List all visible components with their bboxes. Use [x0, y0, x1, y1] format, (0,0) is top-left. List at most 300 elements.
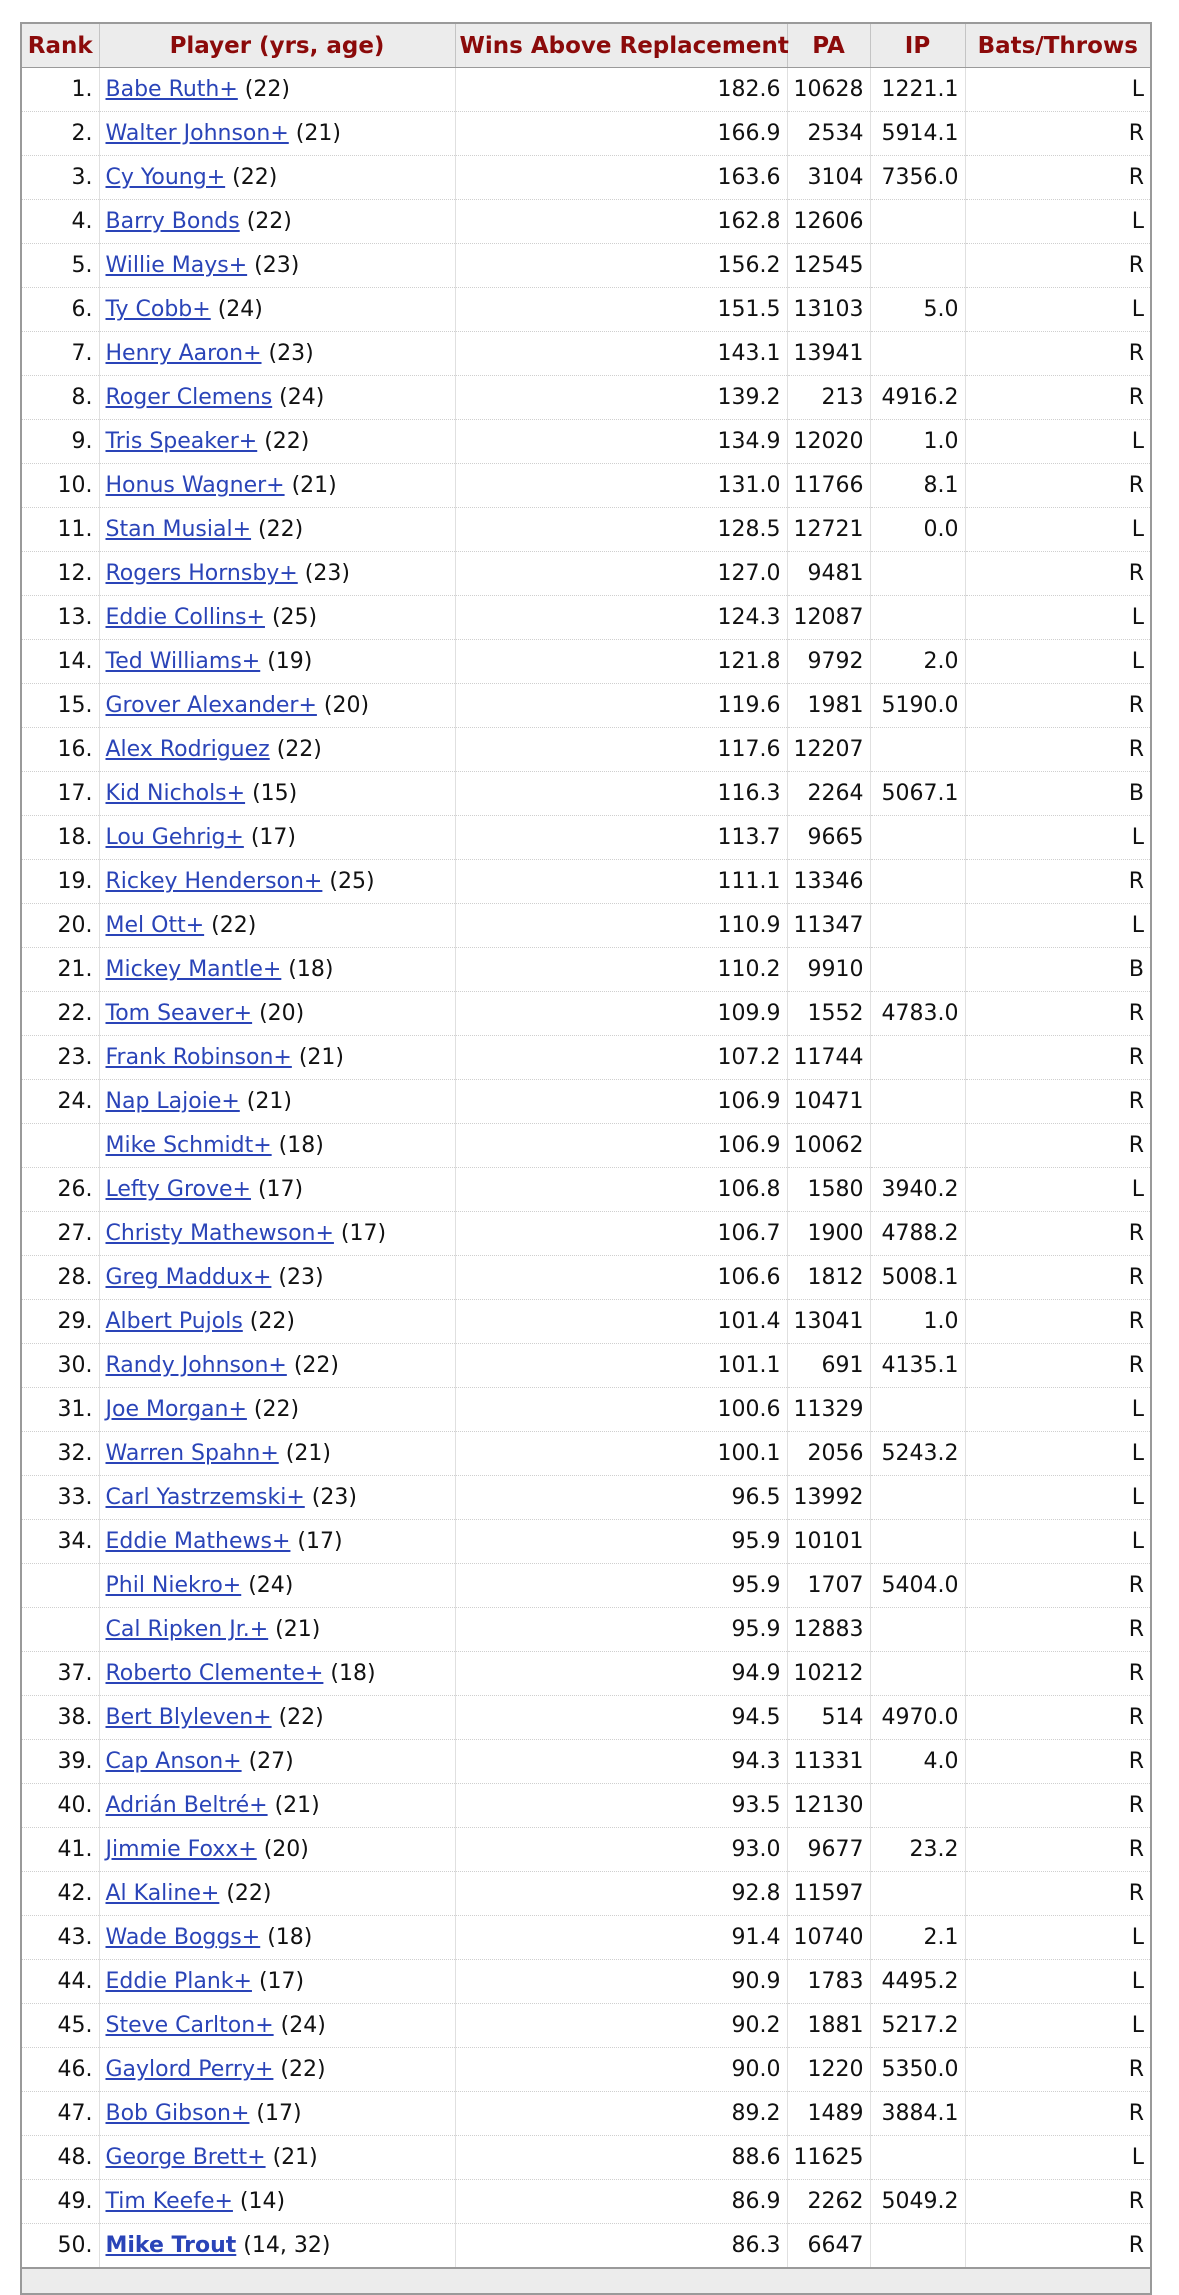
rank-cell: 10. [21, 464, 99, 508]
pa-cell: 1552 [787, 992, 870, 1036]
bats-throws-cell: R [965, 464, 1151, 508]
rank-cell: 9. [21, 420, 99, 464]
player-cell [99, 552, 455, 596]
player-cell [99, 1432, 455, 1476]
war-cell: 92.8 [455, 1872, 787, 1916]
player-link[interactable]: Alex Rodriguez [105, 737, 270, 762]
table-row [21, 2136, 1151, 2180]
rank-cell [21, 1124, 99, 1168]
player-cell [99, 420, 455, 464]
rank-cell: 6. [21, 288, 99, 332]
rank-cell: 43. [21, 1916, 99, 1960]
bats-throws-cell: L [965, 288, 1151, 332]
player-years-age: (23) [271, 1265, 324, 1290]
player-cell [99, 244, 455, 288]
player-years-age: (14) [232, 2189, 286, 2214]
rank-cell: 47. [21, 2092, 99, 2136]
player-years-age: (20) [316, 693, 370, 718]
ip-cell: 0.0 [870, 508, 965, 552]
player-cell [99, 1300, 455, 1344]
rank-cell: 16. [21, 728, 99, 772]
table-row [21, 2092, 1151, 2136]
table-row [21, 1960, 1151, 2004]
ip-cell: 5350.0 [870, 2048, 965, 2092]
ip-cell [870, 332, 965, 376]
player-link[interactable]: Barry Bonds [105, 209, 240, 234]
player-link[interactable]: Joe Morgan+ [105, 1397, 247, 1422]
table-row [21, 2004, 1151, 2048]
table-row [21, 1036, 1151, 1080]
player-years-age: (25) [322, 869, 375, 894]
pa-cell: 1707 [787, 1564, 870, 1608]
player-years-age: (24) [273, 2013, 326, 2038]
rank-cell: 8. [21, 376, 99, 420]
ip-cell [870, 1124, 965, 1168]
rank-cell: 20. [21, 904, 99, 948]
ip-cell [870, 1608, 965, 1652]
player-years-age: (24) [272, 385, 325, 410]
player-link[interactable]: Bob Gibson+ [105, 2101, 250, 2126]
player-cell [99, 904, 455, 948]
player-cell [99, 200, 455, 244]
war-cell: 89.2 [455, 2092, 787, 2136]
table-row [21, 640, 1151, 684]
player-years-age: (21) [284, 473, 337, 498]
player-link[interactable]: Eddie Plank+ [105, 1969, 252, 1994]
player-link[interactable]: Roberto Clemente+ [105, 1661, 324, 1686]
rank-cell: 7. [21, 332, 99, 376]
player-cell [99, 684, 455, 728]
war-cell: 101.4 [455, 1300, 787, 1344]
bats-throws-cell: L [965, 420, 1151, 464]
ip-cell: 4495.2 [870, 1960, 965, 2004]
player-years-age: (24) [210, 297, 263, 322]
player-link[interactable]: Mel Ott+ [105, 913, 205, 938]
pa-cell: 12545 [787, 244, 870, 288]
bats-throws-cell: R [965, 376, 1151, 420]
player-link[interactable]: Rogers Hornsby+ [105, 561, 298, 586]
pa-cell: 13346 [787, 860, 870, 904]
player-link[interactable]: Lou Gehrig+ [105, 825, 244, 850]
player-link[interactable]: Warren Spahn+ [105, 1441, 279, 1466]
war-cell: 106.8 [455, 1168, 787, 1212]
pa-cell: 11744 [787, 1036, 870, 1080]
war-cell: 106.9 [455, 1124, 787, 1168]
bats-throws-cell: R [965, 332, 1151, 376]
table-row [21, 244, 1151, 288]
bats-throws-cell: R [965, 1608, 1151, 1652]
war-cell: 91.4 [455, 1916, 787, 1960]
pa-cell: 9481 [787, 552, 870, 596]
player-years-age: (17) [250, 1177, 304, 1202]
player-link[interactable]: Eddie Collins+ [105, 605, 265, 630]
player-link[interactable]: Adrián Beltré+ [105, 1793, 268, 1818]
player-link[interactable]: Bert Blyleven+ [105, 1705, 272, 1730]
rank-cell: 12. [21, 552, 99, 596]
bats-throws-cell: L [965, 1916, 1151, 1960]
pa-cell: 9677 [787, 1828, 870, 1872]
pa-cell: 10212 [787, 1652, 870, 1696]
war-cell: 182.6 [455, 68, 787, 112]
player-years-age: (15) [245, 781, 298, 806]
player-cell [99, 772, 455, 816]
player-cell [99, 1784, 455, 1828]
ip-cell [870, 244, 965, 288]
player-years-age: (22) [269, 737, 322, 762]
player-link[interactable]: Al Kaline+ [105, 1881, 220, 1906]
ip-cell: 1221.1 [870, 68, 965, 112]
rank-cell: 28. [21, 1256, 99, 1300]
rank-cell: 14. [21, 640, 99, 684]
player-cell [99, 1960, 455, 2004]
player-link[interactable]: Albert Pujols [105, 1309, 243, 1334]
player-years-age: (21) [288, 121, 341, 146]
table-row [21, 288, 1151, 332]
player-link[interactable]: Eddie Mathews+ [105, 1529, 291, 1554]
bats-throws-cell: R [965, 1872, 1151, 1916]
war-cell: 100.6 [455, 1388, 787, 1432]
rank-cell: 42. [21, 1872, 99, 1916]
bats-throws-cell: R [965, 684, 1151, 728]
player-link[interactable]: Cal Ripken Jr.+ [105, 1617, 269, 1642]
player-link[interactable]: Tim Keefe+ [105, 2189, 233, 2214]
player-link[interactable]: Jimmie Foxx+ [105, 1837, 257, 1862]
player-link[interactable]: Stan Musial+ [105, 517, 252, 542]
pa-cell: 1900 [787, 1212, 870, 1256]
table-row [21, 1344, 1151, 1388]
player-link[interactable]: Mike Trout [105, 2233, 237, 2258]
pa-cell: 2264 [787, 772, 870, 816]
rank-cell: 46. [21, 2048, 99, 2092]
war-cell: 134.9 [455, 420, 787, 464]
bats-throws-cell: L [965, 904, 1151, 948]
war-cell: 151.5 [455, 288, 787, 332]
ip-cell: 2.0 [870, 640, 965, 684]
table-row [21, 200, 1151, 244]
pa-cell: 1881 [787, 2004, 870, 2048]
player-link[interactable]: Randy Johnson+ [105, 1353, 287, 1378]
player-link[interactable]: Henry Aaron+ [105, 341, 262, 366]
player-cell [99, 728, 455, 772]
war-cell: 124.3 [455, 596, 787, 640]
rank-column-header[interactable]: Rank [21, 23, 99, 68]
war-cell: 116.3 [455, 772, 787, 816]
ip-cell: 23.2 [870, 1828, 965, 1872]
player-link[interactable]: Grover Alexander+ [105, 693, 317, 718]
rank-cell [21, 1564, 99, 1608]
player-years-age: (22) [271, 1705, 324, 1730]
bats-throws-cell: R [965, 1564, 1151, 1608]
bats-throws-cell: R [965, 860, 1151, 904]
rank-cell: 15. [21, 684, 99, 728]
player-cell [99, 1080, 455, 1124]
ip-cell [870, 596, 965, 640]
player-years-age: (23) [304, 1485, 357, 1510]
player-cell [99, 640, 455, 684]
pa-cell: 213 [787, 376, 870, 420]
war-cell: 110.2 [455, 948, 787, 992]
ip-cell: 5217.2 [870, 2004, 965, 2048]
player-link[interactable]: Frank Robinson+ [105, 1045, 292, 1070]
bats-throws-cell: L [965, 1960, 1151, 2004]
bats-throws-cell: L [965, 1520, 1151, 1564]
player-cell [99, 1256, 455, 1300]
player-link[interactable]: Babe Ruth+ [105, 77, 238, 102]
bats-throws-cell: L [965, 200, 1151, 244]
bats-throws-cell: R [965, 1828, 1151, 1872]
pa-cell: 10471 [787, 1080, 870, 1124]
player-link[interactable]: Ty Cobb+ [105, 297, 211, 322]
player-cell [99, 2136, 455, 2180]
player-cell [99, 1388, 455, 1432]
bats-throws-cell: R [965, 1696, 1151, 1740]
war-cell: 143.1 [455, 332, 787, 376]
player-link[interactable]: Greg Maddux+ [105, 1265, 272, 1290]
table-row [21, 596, 1151, 640]
player-link[interactable]: Rickey Henderson+ [105, 869, 323, 894]
pa-cell: 1812 [787, 1256, 870, 1300]
player-years-age: (22) [204, 913, 257, 938]
player-cell [99, 992, 455, 1036]
war-cell: 119.6 [455, 684, 787, 728]
rank-cell: 21. [21, 948, 99, 992]
player-cell [99, 1168, 455, 1212]
player-cell [99, 2048, 455, 2092]
bats-throws-cell: L [965, 2004, 1151, 2048]
player-years-age: (18) [260, 1925, 313, 1950]
bats-throws-cell: R [965, 1652, 1151, 1696]
ip-cell [870, 1784, 965, 1828]
player-link[interactable]: George Brett+ [105, 2145, 266, 2170]
pa-cell: 12721 [787, 508, 870, 552]
rank-cell: 41. [21, 1828, 99, 1872]
player-link[interactable]: Willie Mays+ [105, 253, 248, 278]
table-row [21, 1916, 1151, 1960]
player-years-age: (22) [251, 517, 304, 542]
player-cell [99, 1696, 455, 1740]
table-row [21, 1784, 1151, 1828]
player-link[interactable]: Carl Yastrzemski+ [105, 1485, 305, 1510]
table-row [21, 728, 1151, 772]
player-column-header[interactable]: Player (yrs, age) [99, 23, 455, 68]
war-cell: 127.0 [455, 552, 787, 596]
table-row [21, 1080, 1151, 1124]
pa-cell: 11625 [787, 2136, 870, 2180]
table-footer [21, 2268, 1151, 2294]
player-cell [99, 596, 455, 640]
player-years-age: (17) [333, 1221, 387, 1246]
pa-cell: 2056 [787, 1432, 870, 1476]
war-cell: 106.6 [455, 1256, 787, 1300]
ip-cell [870, 2224, 965, 2269]
player-years-age: (20) [252, 1001, 305, 1026]
player-link[interactable]: Gaylord Perry+ [105, 2057, 274, 2082]
table-row [21, 376, 1151, 420]
war-cell: 163.6 [455, 156, 787, 200]
player-years-age: (21) [278, 1441, 331, 1466]
bats-throws-cell: L [965, 1388, 1151, 1432]
player-link[interactable]: Wade Boggs+ [105, 1925, 261, 1950]
ip-cell: 4135.1 [870, 1344, 965, 1388]
war-cell: 90.0 [455, 2048, 787, 2092]
player-cell [99, 1520, 455, 1564]
table-row [21, 112, 1151, 156]
bats-throws-cell: R [965, 112, 1151, 156]
war-cell: 131.0 [455, 464, 787, 508]
bats-throws-cell: L [965, 1476, 1151, 1520]
player-cell [99, 816, 455, 860]
player-link[interactable]: Nap Lajoie+ [105, 1089, 240, 1114]
pa-cell: 1580 [787, 1168, 870, 1212]
ip-cell [870, 1520, 965, 1564]
player-years-age: (21) [239, 1089, 292, 1114]
pa-cell: 12087 [787, 596, 870, 640]
player-years-age: (18) [281, 957, 334, 982]
player-cell [99, 1916, 455, 1960]
table-row [21, 992, 1151, 1036]
player-link[interactable]: Phil Niekro+ [105, 1573, 242, 1598]
player-link[interactable]: Mickey Mantle+ [105, 957, 282, 982]
ip-cell: 4916.2 [870, 376, 965, 420]
bats-throws-cell: L [965, 596, 1151, 640]
ip-cell [870, 860, 965, 904]
player-link[interactable]: Lefty Grove+ [105, 1177, 251, 1202]
rank-cell: 38. [21, 1696, 99, 1740]
bats-throws-cell: R [965, 728, 1151, 772]
player-years-age: (23) [261, 341, 314, 366]
bats-throws-cell: R [965, 1036, 1151, 1080]
table-row [21, 1608, 1151, 1652]
table-row [21, 1168, 1151, 1212]
footer-row [21, 2268, 1151, 2294]
player-link[interactable]: Tom Seaver+ [105, 1001, 253, 1026]
pa-cell: 9792 [787, 640, 870, 684]
table-row [21, 552, 1151, 596]
bats-throws-column-header[interactable]: Bats/Throws [965, 23, 1151, 68]
ip-cell: 5049.2 [870, 2180, 965, 2224]
ip-cell: 5190.0 [870, 684, 965, 728]
war-cell: 96.5 [455, 1476, 787, 1520]
bats-throws-cell: R [965, 1080, 1151, 1124]
rank-cell: 40. [21, 1784, 99, 1828]
bats-throws-cell: R [965, 552, 1151, 596]
table-row [21, 1124, 1151, 1168]
rank-cell: 30. [21, 1344, 99, 1388]
war-cell: 101.1 [455, 1344, 787, 1388]
war-cell: 86.3 [455, 2224, 787, 2269]
rank-cell: 24. [21, 1080, 99, 1124]
leaderboard-container [20, 22, 1150, 2295]
player-years-age: (20) [256, 1837, 309, 1862]
player-link[interactable]: Cap Anson+ [105, 1749, 242, 1774]
player-cell [99, 860, 455, 904]
player-cell [99, 1212, 455, 1256]
pa-cell: 11331 [787, 1740, 870, 1784]
player-link[interactable]: Cy Young+ [105, 165, 226, 190]
war-cell: 88.6 [455, 2136, 787, 2180]
footer-bar [21, 2268, 1151, 2294]
table-row [21, 2224, 1151, 2269]
pa-cell: 1783 [787, 1960, 870, 2004]
bats-throws-cell: L [965, 1432, 1151, 1476]
ip-cell: 3940.2 [870, 1168, 965, 1212]
table-row [21, 1432, 1151, 1476]
pa-cell: 11766 [787, 464, 870, 508]
table-row [21, 1652, 1151, 1696]
table-row [21, 904, 1151, 948]
war-cell: 95.9 [455, 1608, 787, 1652]
ip-cell: 5.0 [870, 288, 965, 332]
player-link[interactable]: Mike Schmidt+ [105, 1133, 272, 1158]
war-cell: 90.9 [455, 1960, 787, 2004]
rank-cell: 32. [21, 1432, 99, 1476]
war-column-header[interactable]: Wins Above Replacement [455, 23, 787, 68]
table-row [21, 1740, 1151, 1784]
rank-cell: 22. [21, 992, 99, 1036]
pa-cell: 514 [787, 1696, 870, 1740]
ip-cell [870, 948, 965, 992]
ip-cell: 8.1 [870, 464, 965, 508]
bats-throws-cell: R [965, 1212, 1151, 1256]
player-years-age: (21) [265, 2145, 318, 2170]
pa-cell: 13041 [787, 1300, 870, 1344]
bats-throws-cell: R [965, 1300, 1151, 1344]
player-years-age: (22) [237, 77, 290, 102]
ip-cell: 4.0 [870, 1740, 965, 1784]
player-link[interactable]: Walter Johnson+ [105, 121, 289, 146]
player-link[interactable]: Christy Mathewson+ [105, 1221, 334, 1246]
ip-cell [870, 1872, 965, 1916]
player-link[interactable]: Ted Williams+ [105, 649, 261, 674]
pa-column-header[interactable]: PA [787, 23, 870, 68]
rank-cell: 31. [21, 1388, 99, 1432]
pa-cell: 1981 [787, 684, 870, 728]
war-leaderboard-table [20, 22, 1152, 2295]
player-years-age: (22) [225, 165, 278, 190]
ip-column-header[interactable]: IP [870, 23, 965, 68]
player-years-age: (22) [219, 1881, 272, 1906]
player-link[interactable]: Honus Wagner+ [105, 473, 285, 498]
table-row [21, 156, 1151, 200]
player-cell [99, 2092, 455, 2136]
player-cell [99, 1828, 455, 1872]
player-link[interactable]: Tris Speaker+ [105, 429, 258, 454]
bats-throws-cell: L [965, 1168, 1151, 1212]
rank-cell: 18. [21, 816, 99, 860]
pa-cell: 13992 [787, 1476, 870, 1520]
player-cell [99, 288, 455, 332]
player-years-age: (22) [257, 429, 310, 454]
table-row [21, 1476, 1151, 1520]
war-cell: 106.7 [455, 1212, 787, 1256]
pa-cell: 2534 [787, 112, 870, 156]
ip-cell: 5914.1 [870, 112, 965, 156]
war-cell: 162.8 [455, 200, 787, 244]
pa-cell: 10062 [787, 1124, 870, 1168]
pa-cell: 12207 [787, 728, 870, 772]
bats-throws-cell: R [965, 2180, 1151, 2224]
table-row [21, 2048, 1151, 2092]
bats-throws-cell: L [965, 2136, 1151, 2180]
ip-cell [870, 1388, 965, 1432]
player-years-age: (25) [264, 605, 318, 630]
pa-cell: 1220 [787, 2048, 870, 2092]
pa-cell: 13941 [787, 332, 870, 376]
rank-cell: 19. [21, 860, 99, 904]
player-link[interactable]: Steve Carlton+ [105, 2013, 274, 2038]
player-link[interactable]: Roger Clemens [105, 385, 273, 410]
player-link[interactable]: Kid Nichols+ [105, 781, 246, 806]
